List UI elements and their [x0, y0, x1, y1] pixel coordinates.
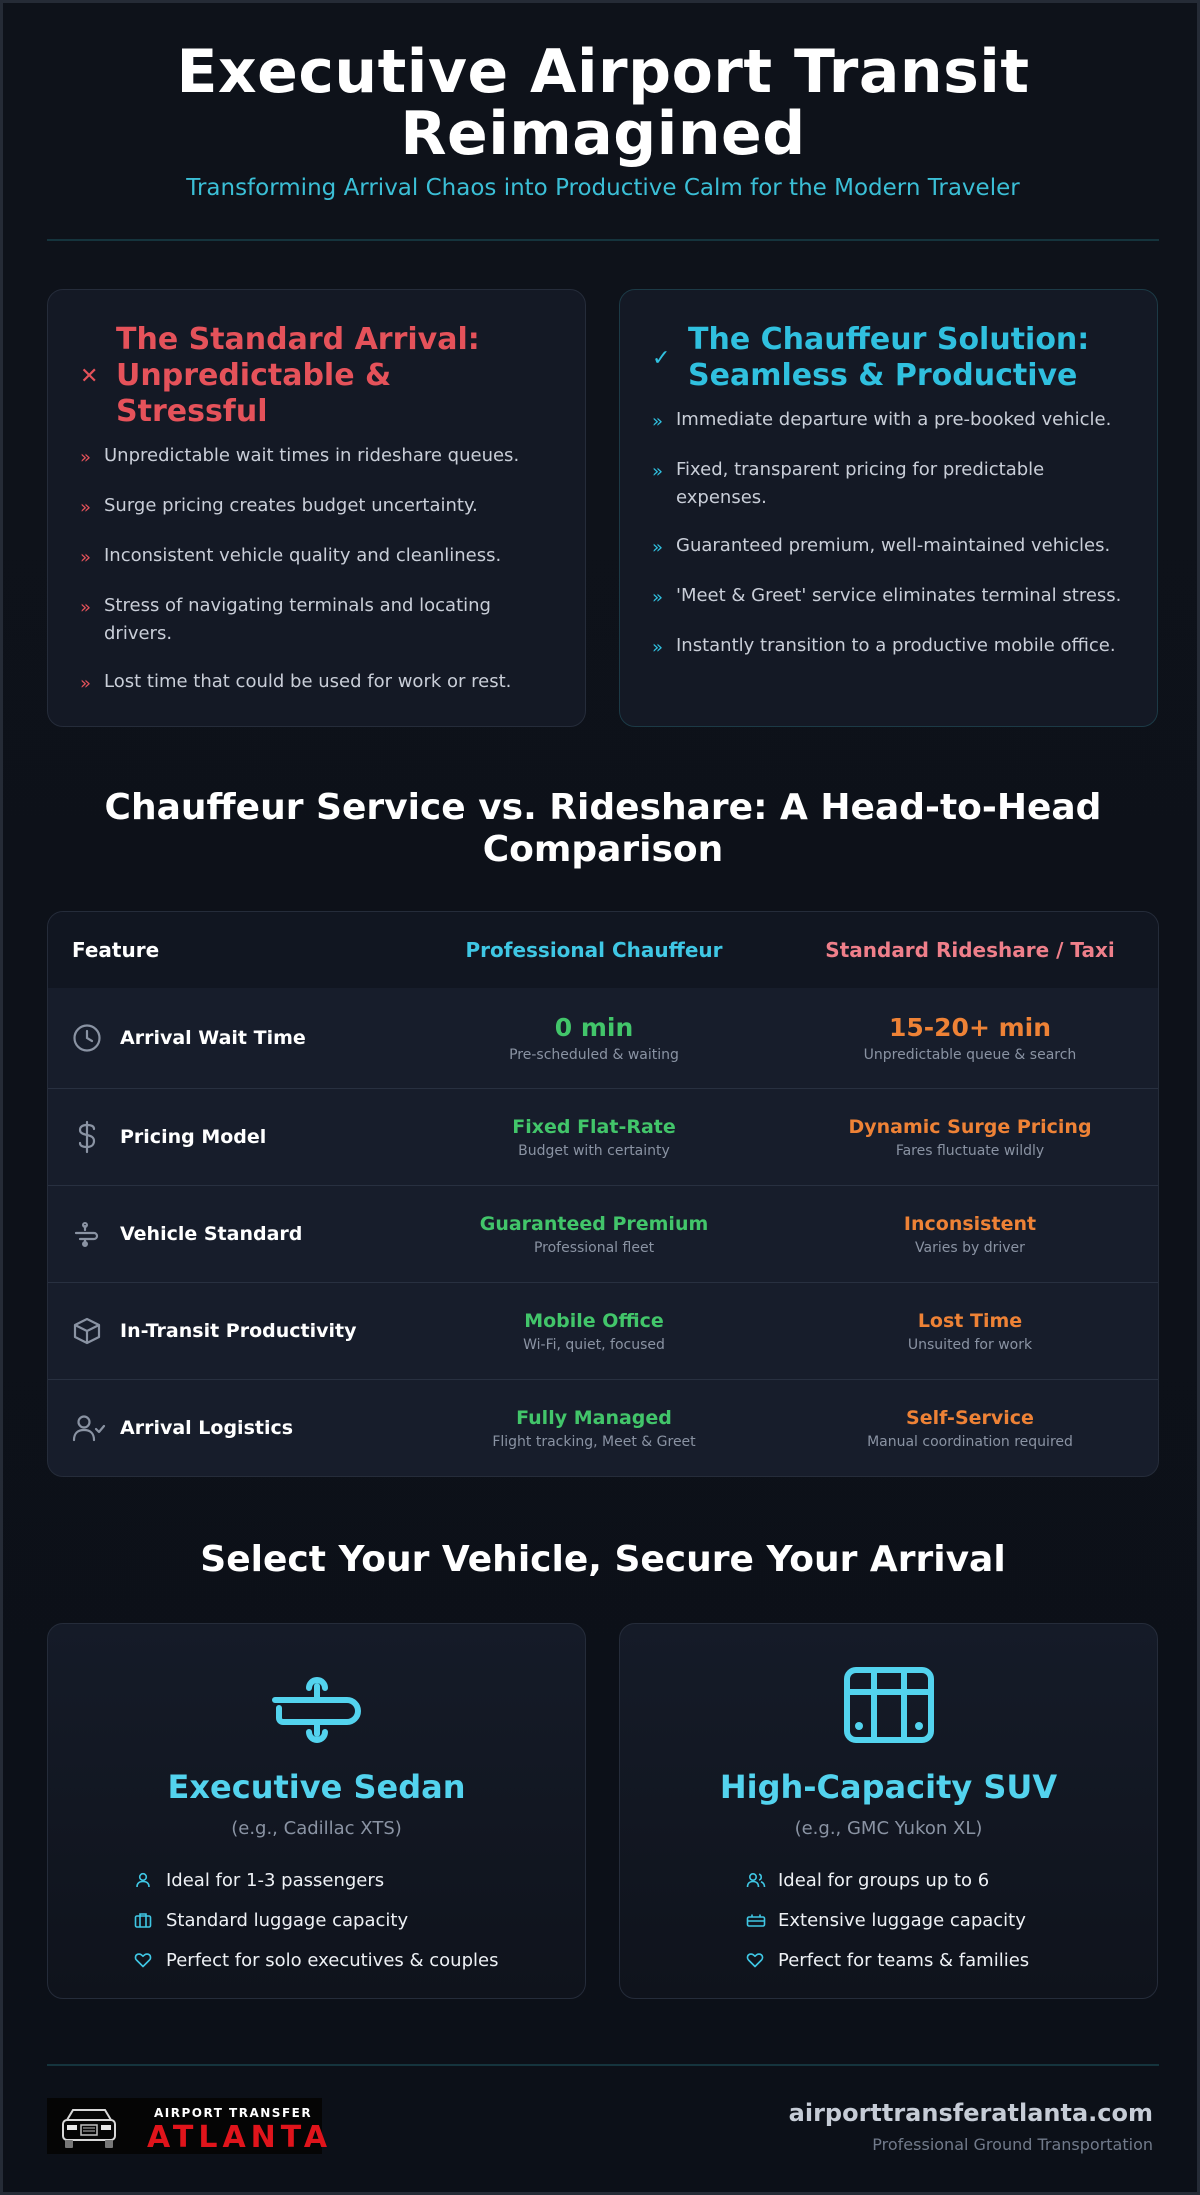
logo-subtext: AIRPORT TRANSFER: [154, 2106, 313, 2120]
problem-card: [47, 289, 586, 727]
feature-text: Standard luggage capacity: [166, 1909, 409, 1931]
chevron-right-icon: »: [652, 411, 664, 432]
vehicles-title: Select Your Vehicle, Secure Your Arrival: [200, 1539, 1006, 1580]
chauffeur-subtext: Wi-Fi, quiet, focused: [523, 1337, 665, 1353]
table-header-row: [48, 912, 1158, 988]
users-icon: [746, 1871, 778, 1889]
sedan-features: [134, 1860, 498, 1980]
chevron-right-icon: »: [80, 447, 92, 468]
cube-icon: [72, 1314, 120, 1348]
sedan-icon: [48, 1666, 585, 1746]
problem-title-line-1: The Standard Arrival:: [116, 322, 480, 357]
chauffeur-value: 0 min: [554, 1013, 634, 1042]
chevron-right-icon: »: [80, 497, 92, 518]
solution-list-item: [652, 532, 1127, 562]
feature-text: Perfect for solo executives & couples: [166, 1949, 499, 1971]
feature-item: [134, 1900, 498, 1940]
solution-list-item: [652, 582, 1127, 612]
solution-title-line-1: The Chauffeur Solution:: [688, 322, 1090, 357]
checkmark-icon: ✓: [652, 345, 671, 371]
header-rideshare: Standard Rideshare / Taxi: [825, 938, 1115, 962]
footer-divider: [47, 2064, 1159, 2066]
problem-list-item: [80, 668, 555, 698]
car-front-logo-icon: [47, 2098, 137, 2154]
rideshare-value: Dynamic Surge Pricing: [848, 1116, 1092, 1138]
problem-title-line-2: Unpredictable &: [116, 358, 392, 393]
feature-text: Extensive luggage capacity: [778, 1909, 1026, 1931]
feature-text: Perfect for teams & families: [778, 1949, 1030, 1971]
feature-text: Ideal for groups up to 6: [778, 1869, 990, 1891]
solution-list: [652, 406, 1127, 682]
table-row: [48, 1185, 1158, 1282]
problem-list-item: [80, 542, 555, 572]
solution-item-text: Instantly transition to a productive mobile office.: [676, 635, 1116, 656]
sedan-card: [47, 1623, 586, 1999]
chevron-right-icon: »: [80, 547, 92, 568]
solution-item-text: Fixed, transparent pricing for predictable expenses.: [676, 459, 1045, 508]
table-row: [48, 1088, 1158, 1185]
logo-wordmark: ATLANTA: [147, 2120, 333, 2155]
sedan-name: Executive Sedan: [167, 1768, 466, 1806]
problem-title-line-3: Stressful: [116, 394, 268, 429]
feature-name: Arrival Logistics: [120, 1417, 294, 1439]
site-info: [789, 2099, 1153, 2154]
footer-tagline: Professional Ground Transportation: [872, 2135, 1153, 2154]
solution-card-header: [652, 322, 1133, 394]
chauffeur-subtext: Pre-scheduled & waiting: [509, 1047, 679, 1063]
rideshare-value: Lost Time: [917, 1310, 1023, 1332]
solution-item-text: 'Meet & Greet' service eliminates terminal stress.: [676, 585, 1122, 606]
heart-icon: [746, 1951, 778, 1969]
problem-item-text: Unpredictable wait times in rideshare queues.: [104, 445, 520, 466]
clock-icon: [72, 1021, 120, 1055]
header-divider: [47, 239, 1159, 241]
suv-icon: [620, 1666, 1157, 1746]
feature-text: Ideal for 1-3 passengers: [166, 1869, 385, 1891]
solution-list-item: [652, 406, 1127, 436]
table-row: [48, 1379, 1158, 1476]
comparison-title: [47, 787, 1159, 871]
page-header: [47, 37, 1159, 201]
header-chauffeur: Professional Chauffeur: [465, 938, 723, 962]
feature-item: [134, 1940, 498, 1980]
feature-item: [746, 1900, 1029, 1940]
chevron-right-icon: »: [652, 587, 664, 608]
rideshare-subtext: Unpredictable queue & search: [863, 1047, 1077, 1063]
heart-icon: [134, 1951, 166, 1969]
problem-card-header: [80, 322, 561, 430]
luggage-icon: [746, 1911, 778, 1929]
problem-list-item: [80, 592, 555, 648]
chevron-right-icon: »: [652, 461, 664, 482]
chauffeur-subtext: Flight tracking, Meet & Greet: [492, 1434, 696, 1450]
chauffeur-subtext: Budget with certainty: [518, 1143, 670, 1159]
suv-name: High-Capacity SUV: [719, 1768, 1058, 1806]
page-title-line-2: Reimagined: [400, 99, 806, 169]
sedan-example: (e.g., Cadillac XTS): [231, 1818, 402, 1839]
rideshare-subtext: Varies by driver: [915, 1240, 1025, 1256]
problem-card-title: [116, 322, 480, 430]
brand-logo[interactable]: [47, 2098, 333, 2155]
problem-item-text: Lost time that could be used for work or rest.: [104, 671, 512, 692]
table-row: [48, 988, 1158, 1088]
rideshare-value: Inconsistent: [903, 1213, 1037, 1235]
rideshare-subtext: Manual coordination required: [867, 1434, 1073, 1450]
page-subtitle: Transforming Arrival Chaos into Productive Calm for the Modern Traveler: [186, 175, 1020, 201]
chevron-right-icon: »: [652, 537, 664, 558]
user-icon: [134, 1871, 166, 1889]
rideshare-subtext: Fares fluctuate wildly: [895, 1143, 1045, 1159]
problem-item-text: Inconsistent vehicle quality and cleanliness.: [104, 545, 502, 566]
feature-name: Arrival Wait Time: [120, 1027, 306, 1049]
problem-list-item: [80, 492, 555, 522]
comparison-title-line-2: Comparison: [482, 829, 724, 870]
chauffeur-subtext: Professional fleet: [533, 1240, 655, 1256]
problem-item-text: Surge pricing creates budget uncertainty.: [104, 495, 478, 516]
chauffeur-value: Fully Managed: [516, 1407, 672, 1429]
feature-name: Vehicle Standard: [120, 1223, 303, 1245]
table-row: [48, 1282, 1158, 1379]
page-title: [47, 37, 1159, 169]
problem-item-text: Stress of navigating terminals and locating drivers.: [104, 595, 491, 644]
dollar-icon: [72, 1120, 120, 1154]
problem-list-item: [80, 442, 555, 472]
car-icon: [72, 1217, 120, 1251]
solution-list-item: [652, 632, 1127, 662]
feature-name: In-Transit Productivity: [120, 1320, 357, 1342]
solution-card-title: [688, 322, 1089, 394]
chauffeur-value: Guaranteed Premium: [479, 1213, 709, 1235]
suv-card: [619, 1623, 1158, 1999]
header-feature: Feature: [72, 938, 160, 962]
rideshare-subtext: Unsuited for work: [907, 1337, 1033, 1353]
chauffeur-value: Mobile Office: [524, 1310, 664, 1332]
solution-item-text: Guaranteed premium, well-maintained vehicles.: [676, 535, 1111, 556]
user-check-icon: [72, 1411, 120, 1445]
solution-card: [619, 289, 1158, 727]
rideshare-value: Self-Service: [906, 1407, 1034, 1429]
briefcase-icon: [134, 1911, 166, 1929]
solution-list-item: [652, 456, 1127, 512]
solution-title-line-2: Seamless & Productive: [688, 358, 1078, 393]
suv-features: [746, 1860, 1029, 1980]
feature-item: [746, 1940, 1029, 1980]
comparison-table: [47, 911, 1159, 1477]
solution-item-text: Immediate departure with a pre-booked vehicle.: [676, 409, 1112, 430]
comparison-title-line-1: Chauffeur Service vs. Rideshare: A Head-to-Head: [104, 787, 1102, 828]
feature-name: Pricing Model: [120, 1126, 267, 1148]
chevron-right-icon: »: [80, 597, 92, 618]
chevron-right-icon: »: [80, 673, 92, 694]
page-title-line-1: Executive Airport Transit: [176, 37, 1030, 107]
rideshare-value: 15-20+ min: [888, 1013, 1052, 1042]
website-link[interactable]: airporttransferatlanta.com: [788, 2099, 1153, 2127]
suv-example: (e.g., GMC Yukon XL): [794, 1818, 983, 1839]
feature-item: [134, 1860, 498, 1900]
feature-item: [746, 1860, 1029, 1900]
chevron-right-icon: »: [652, 637, 664, 658]
x-mark-icon: ✕: [80, 363, 99, 389]
chauffeur-value: Fixed Flat-Rate: [512, 1116, 676, 1138]
problem-list: [80, 442, 555, 718]
